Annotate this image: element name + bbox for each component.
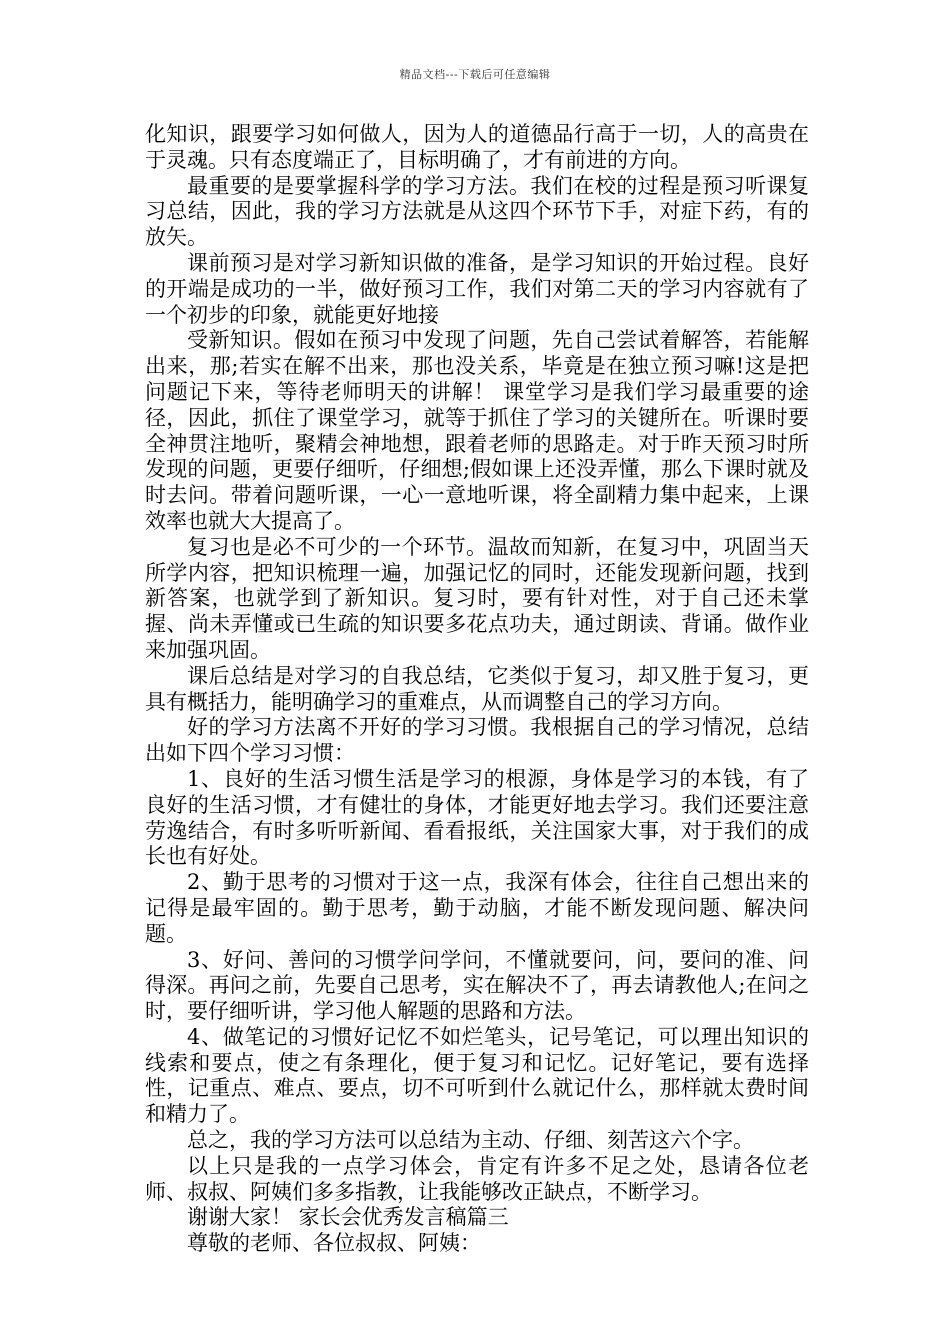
paragraph-5: 复习也是必不可少的一个环节。温故而知新，在复习中，巩固当天所学内容，把知识梳理一遍，加强记忆的同时，还能发现新问题，找到新答案，也就学到了新知识。复习时，要有针对性，对于自己还未掌握、尚未弄懂或已生疏的知识要多花点功夫，通过朗读、背诵。做作业来加强巩固。 — [145, 534, 809, 662]
page-header: 精品文档---下载后可任意编辑 — [399, 68, 551, 81]
paragraph-9: 2、勤于思考的习惯对于这一点，我深有体会，往往自己想出来的记得是最牢固的。勤于思考，勤于动脑，才能不断发现问题、解决问题。 — [145, 870, 809, 946]
paragraph-11: 4、做笔记的习惯好记忆不如烂笔头，记号笔记，可以理出知识的线索和要点，使之有条理化，便于复习和记忆。记好笔记，要有选择性，记重点、难点、要点，切不可听到什么就记什么，那样就太费时间和精力了。 — [145, 1024, 809, 1127]
document-body — [145, 122, 809, 1257]
paragraph-3: 课前预习是对学习新知识做的准备，是学习知识的开始过程。良好的开端是成功的一半，做好预习工作，我们对第二天的学习内容就有了一个初步的印象，就能更好地接 — [145, 250, 809, 327]
paragraph-10: 3、好问、善问的习惯学问学问，不懂就要问，问，要问的准、问得深。再问之前，先要自己思考，实在解决不了，再去请教他人;在问之时，要仔细听讲，学习他人解题的思路和方法。 — [145, 947, 809, 1024]
paragraph-12: 总之，我的学习方法可以总结为主动、仔细、刻苦这六个字。 — [187, 1128, 754, 1153]
paragraph-4: 受新知识。假如在预习中发现了问题，先自己尝试着解答，若能解出来，那;若实在解不出来，那也没关系，毕竟是在独立预习嘛!这是把问题记下来，等待老师明天的讲解！ 课堂学习是我们学习最重要的途径，因此，抓住了课堂学习，就等于抓住了学习的关键所在。听课时要全神贯注地听，聚精会神地想，跟着老师的思路走。对于昨天预习时所发现的问题，更要仔细听，仔细想;假如课上还没弄懂，那么下课时就及时去问。带着问题听课，一心一意地听课，将全副精力集中起来，上课效率也就大大提高了。 — [145, 328, 809, 533]
paragraph-14: 谢谢大家！ 家长会优秀发言稿篇三 — [187, 1205, 509, 1230]
paragraph-13: 以上只是我的一点学习体会，肯定有许多不足之处，恳请各位老师、叔叔、阿姨们多多指教，让我能够改正缺点，不断学习。 — [145, 1153, 809, 1204]
paragraph-1: 化知识，跟要学习如何做人，因为人的道德品行高于一切，人的高贵在于灵魂。只有态度端正了，目标明确了，才有前进的方向。 — [145, 122, 809, 172]
paragraph-6: 课后总结是对学习的自我总结，它类似于复习，却又胜于复习，更具有概括力，能明确学习的重难点，从而调整自己的学习方向。 — [145, 663, 809, 714]
paragraph-8: 1、良好的生活习惯生活是学习的根源，身体是学习的本钱，有了良好的生活习惯，才有健壮的身体，才能更好地去学习。我们还要注意劳逸结合，有时多听听新闻、看看报纸，关注国家大事，对于我们的成长也有好处。 — [145, 766, 809, 869]
paragraph-15: 尊敬的老师、各位叔叔、阿姨： — [187, 1231, 481, 1256]
paragraph-2: 最重要的是要掌握科学的学习方法。我们在校的过程是预习听课复习总结，因此，我的学习方法就是从这四个环节下手，对症下药，有的放矢。 — [145, 173, 809, 250]
paragraph-7: 好的学习方法离不开好的学习习惯。我根据自己的学习情况，总结出如下四个学习习惯： — [145, 715, 809, 766]
